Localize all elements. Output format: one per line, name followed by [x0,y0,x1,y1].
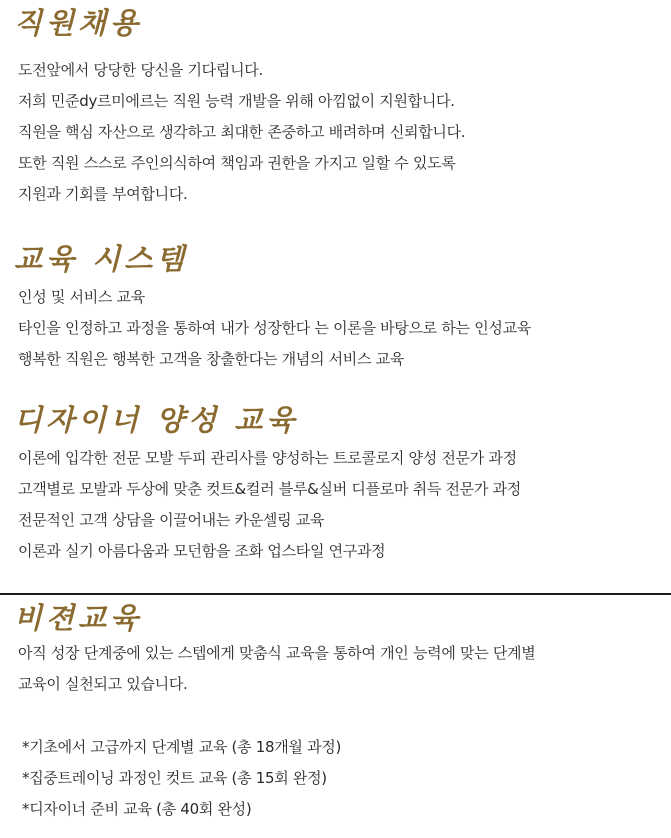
education-system-text [0,282,671,375]
education-system-heading: 교육 시스템 [14,242,189,276]
designer-training-line: 전문적인 고객 상담을 이끌어내는 카운셀링 교육 [18,511,325,529]
recruitment-heading: 직원채용 [14,6,143,40]
vision-education-line: 아직 성장 단계중에 있는 스텝에게 맞춤식 교육을 통하여 개인 능력에 맞는 단계별 [18,644,536,662]
recruitment-text [0,55,671,210]
vision-education-section [0,601,671,825]
vision-education-bullet: *디자이너 준비 교육 (총 40회 완성) [22,800,252,818]
education-system-section [0,242,671,375]
recruitment-line: 지원과 기회를 부여합니다. [18,185,188,203]
recruitment-line: 도전앞에서 당당한 당신을 기다립니다. [18,61,263,79]
designer-training-heading: 디자이너 양성 교육 [14,403,299,437]
recruitment-line: 직원을 핵심 자산으로 생각하고 최대한 존중하고 배려하며 신뢰합니다. [18,123,466,141]
vision-education-line: 교육이 실천되고 있습니다. [18,675,188,693]
recruitment-line: 저희 민준dy르미에르는 직원 능력 개발을 위해 아낌없이 지원합니다. [18,92,455,110]
designer-training-text [0,443,671,567]
vision-education-bullet: *집중트레이닝 과정인 컷트 교육 (총 15회 완정) [22,769,327,787]
vision-education-bullet-list [0,732,671,825]
vision-education-heading: 비젼교육 [14,601,143,635]
designer-training-section [0,403,671,567]
education-system-line: 행복한 직원은 행복한 고객을 창출한다는 개념의 서비스 교육 [18,350,405,368]
recruitment-section [0,6,671,210]
vision-education-bullet: *기초에서 고급까지 단계별 교육 (총 18개월 과정) [22,738,342,756]
spacer [0,700,671,729]
education-system-line: 타인을 인정하고 과정을 통하여 내가 성장한다 는 이론을 바탕으로 하는 인성교육 [18,319,531,337]
recruitment-line: 또한 직원 스스로 주인의식하여 책임과 권한을 가지고 일할 수 있도록 [18,154,456,172]
designer-training-line: 이론과 실기 아름다움과 모던함을 조화 업스타일 연구과정 [18,542,386,560]
designer-training-line: 이론에 입각한 전문 모발 두피 관리사를 양성하는 트로콜로지 양성 전문가 과정 [18,449,517,467]
section-divider [0,593,671,595]
education-system-line: 인성 및 서비스 교육 [18,288,145,306]
vision-education-text [0,638,671,700]
designer-training-line: 고객별로 모발과 두상에 맞춘 컷트&컬러 블루&실버 디플로마 취득 전문가 과정 [18,480,521,498]
